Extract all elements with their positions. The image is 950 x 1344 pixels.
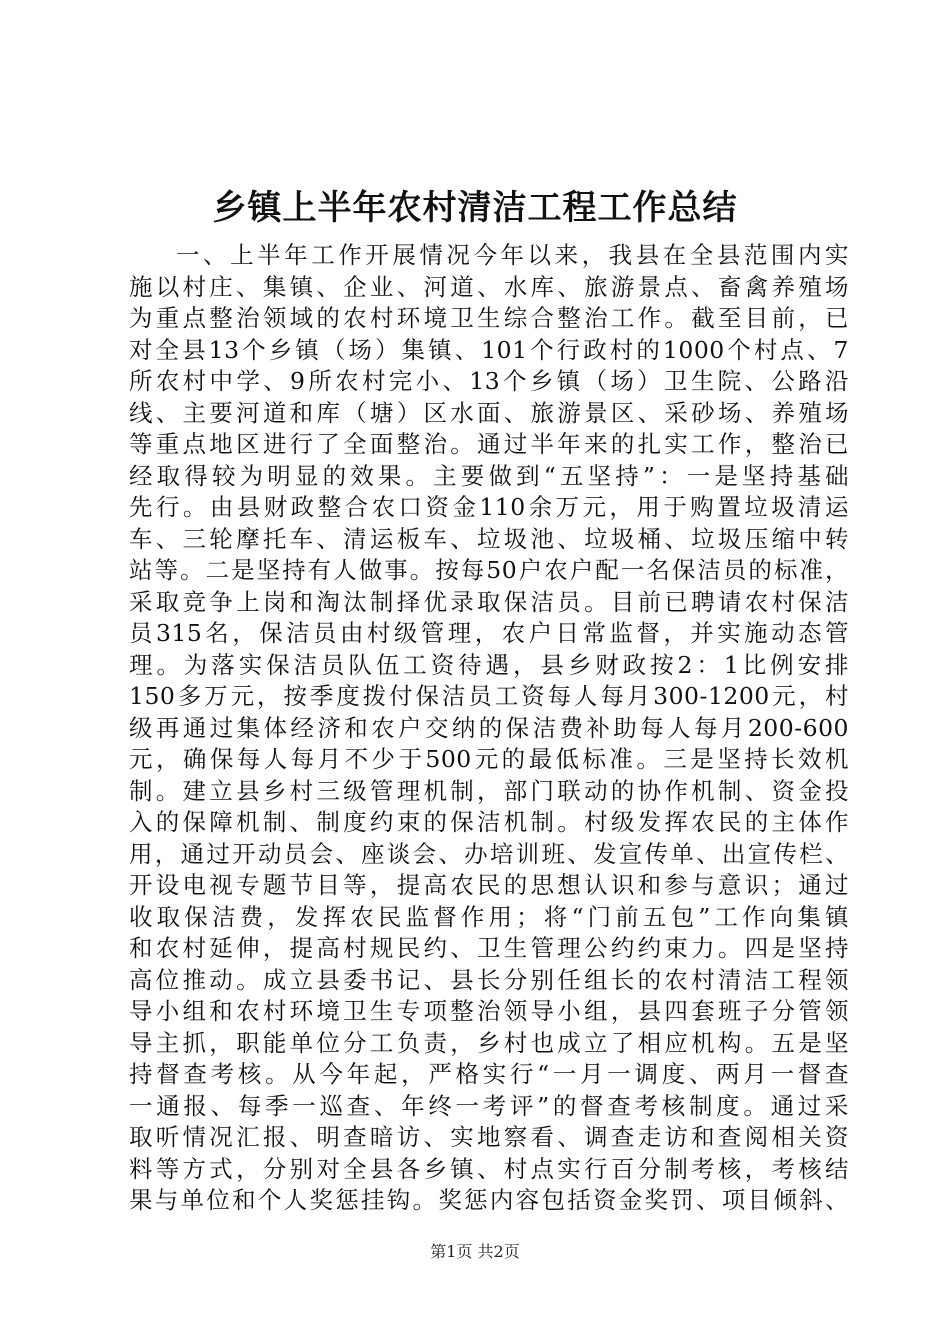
body-text-line: 取听情况汇报、明查暗访、实地察看、调查走访和查阅相关资 (129, 1123, 849, 1151)
document-title: 乡镇上半年农村清洁工程工作总结 (212, 188, 738, 228)
body-text-line: 施以村庄、集镇、企业、河道、水库、旅游景点、畜禽养殖场 (129, 272, 849, 301)
body-text-line: 150多万元，按季度拨付保洁员工资每人每月300-1200元，村 (129, 682, 849, 710)
body-text-line: 先行。由县财政整合农口资金110余万元，用于购置垃圾清运 (129, 493, 849, 521)
body-text-line: 导小组和农村环境卫生专项整治领导小组，县四套班子分管领 (129, 997, 849, 1025)
body-text-line: 线、主要河道和库（塘）区水面、旅游景区、采砂场、养殖场 (129, 398, 849, 427)
body-text-line: 高位推动。成立县委书记、县长分别任组长的农村清洁工程领 (129, 965, 849, 994)
body-text-line: 开设电视专题节目等，提高农民的思想认识和参与意识；通过 (129, 871, 849, 899)
body-text-line: 为重点整治领域的农村环境卫生综合整治工作。截至目前，已 (129, 304, 849, 332)
body-text-line: 制。建立县乡村三级管理机制，部门联动的协作机制、资金投 (129, 776, 849, 805)
body-text-line: 等重点地区进行了全面整治。通过半年来的扎实工作，整治已 (129, 430, 849, 458)
body-text-line: 导主抓，职能单位分工负责，乡村也成立了相应机构。五是坚 (129, 1028, 849, 1057)
body-text-line: 用，通过开动员会、座谈会、办培训班、发宣传单、出宣传栏、 (129, 839, 849, 868)
body-text-line: 采取竞争上岗和淘汰制择优录取保洁员。目前已聘请农村保洁 (129, 587, 849, 616)
body-text-line: 所农村中学、9所农村完小、13个乡镇（场）卫生院、公路沿 (129, 367, 849, 395)
body-text-line: 料等方式，分别对全县各乡镇、村点实行百分制考核，考核结 (129, 1154, 849, 1183)
body-text-line: 果与单位和个人奖惩挂钩。奖惩内容包括资金奖罚、项目倾斜、 (129, 1186, 849, 1214)
body-text-line: 一通报、每季一巡查、年终一考评”的督查考核制度。通过采 (129, 1091, 849, 1120)
page-number: 第1页 共2页 (430, 1242, 520, 1261)
body-text-line: 收取保洁费，发挥农民监督作用；将“门前五包”工作向集镇 (129, 902, 849, 931)
body-text-line: 级再通过集体经济和农户交纳的保洁费补助每人每月200-600 (129, 713, 849, 742)
document-body (129, 240, 849, 1217)
body-text-line: 车、三轮摩托车、清运板车、垃圾池、垃圾桶、垃圾压缩中转 (129, 524, 849, 553)
body-text-line: 元，确保每人每月不少于500元的最低标准。三是坚持长效机 (129, 745, 849, 773)
body-text-line: 持督查考核。从今年起，严格实行“一月一调度、两月一督查 (129, 1060, 849, 1088)
body-text-line: 和农村延伸，提高村规民约、卫生管理公约约束力。四是坚持 (129, 934, 849, 962)
body-text-line: 经取得较为明显的效果。主要做到“五坚持”：一是坚持基础 (129, 461, 849, 490)
body-text-line: 理。为落实保洁员队伍工资待遇，县乡财政按2：1比例安排 (129, 650, 849, 679)
body-text-line: 员315名，保洁员由村级管理，农户日常监督，并实施动态管 (129, 619, 849, 647)
body-text-line: 对全县13个乡镇（场）集镇、101个行政村的1000个村点、7 (129, 335, 849, 364)
body-text-line: 站等。二是坚持有人做事。按每50户农户配一名保洁员的标准， (129, 556, 849, 584)
body-text-line: 一、上半年工作开展情况今年以来，我县在全县范围内实 (176, 241, 849, 269)
body-text-line: 入的保障机制、制度约束的保洁机制。村级发挥农民的主体作 (129, 808, 849, 836)
